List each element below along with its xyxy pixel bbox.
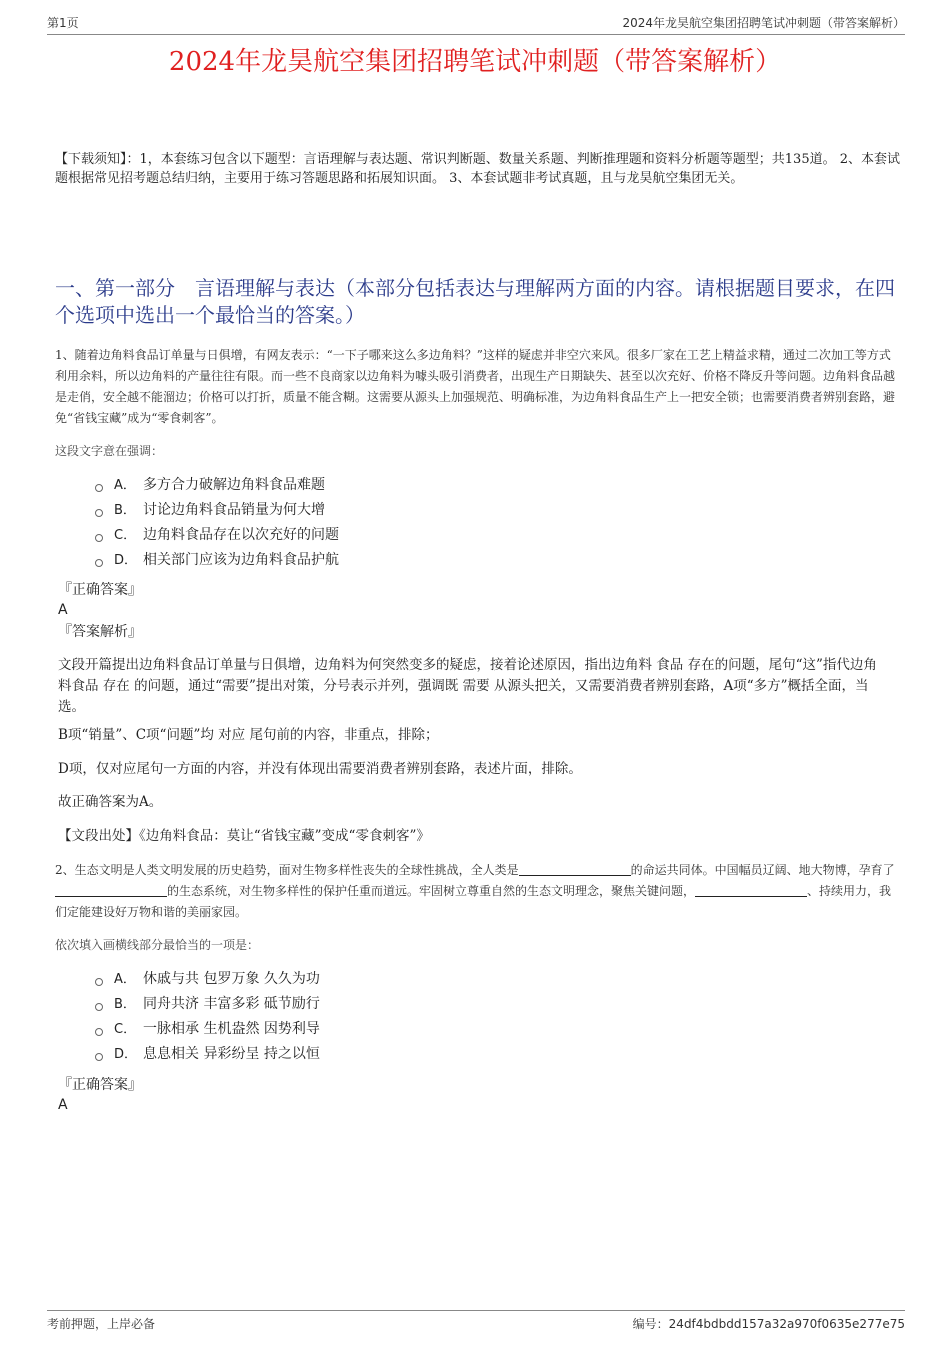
- download-notice: 【下载须知】：1，本套练习包含以下题型：言语理解与表达题、常识判断题、数量关系题、判断推理题和资料分析题等题型；共135道。 2、本套试题根据常见招考题总结归纳，主要用于练习答题思路和拓展知识面。 3、本套试题非考试真题，且与龙昊航空集团无关。: [55, 152, 900, 186]
- question-1-analysis-bc: B项“销量”、C项“问题”均 对应 尾句前的内容，非重点，排除；: [58, 727, 439, 743]
- footer-serial: 编号：24df4bdbdd157a32a970f0635e277e75: [632, 1317, 905, 1331]
- fill-blank-2: [55, 882, 167, 897]
- question-1-answer-label: 『正确答案』: [58, 582, 142, 598]
- footer-slogan: 考前押题，上岸必备: [47, 1317, 156, 1331]
- question-1-source: 【文段出处】《边角料食品：莫让“省钱宝藏”变成“零食刺客”》: [58, 828, 430, 844]
- question-1-answer: A: [58, 602, 68, 618]
- question-1-text: 1、随着边角料食品订单量与日俱增，有网友表示：“一下子哪来这么多边角料？”这样的疑虑并非空穴来风。很多厂家在工艺上精益求精，通过二次加工等方式利用余料，所以边角料的产量往往有限。而一些不良商家以边角料为噱头吸引消费者，出现生产日期缺失、甚至以次充好、价格不降反升等问题。边角料食品越是走俏，安全越不能溜边；价格可以打折，质量不能含糊。这需要从源头上加强规范、明确标准，为边角料食品生产上一把安全锁；也需要消费者辨别套路，避免“省钱宝藏”成为“零食刺客”。: [55, 348, 896, 425]
- question-2-prompt: 依次填入画横线部分最恰当的一项是：: [55, 938, 260, 952]
- radio-icon[interactable]: [95, 484, 103, 492]
- page-footer: [47, 1310, 905, 1335]
- question-2-answer: A: [58, 1097, 68, 1113]
- page-title: 2024年龙昊航空集团招聘笔试冲刺题（带答案解析）: [168, 47, 782, 77]
- question-2-option-d[interactable]: D． 息息相关 异彩纷呈 持之以恒: [95, 1042, 320, 1067]
- section-heading: 一、第一部分 言语理解与表达（本部分包括表达与理解两方面的内容。请根据题目要求，在四个选项中选出一个最恰当的答案。）: [55, 276, 895, 327]
- question-2-options: [95, 967, 320, 1067]
- question-2-answer-label: 『正确答案』: [58, 1077, 142, 1093]
- page-number: 第1页: [47, 16, 79, 30]
- question-2-option-a[interactable]: A． 休戚与共 包罗万象 久久为功: [95, 967, 320, 992]
- radio-icon[interactable]: [95, 559, 103, 567]
- question-1-option-c[interactable]: C． 边角料食品存在以次充好的问题: [95, 523, 339, 548]
- question-1-analysis-d: D项，仅对应尾句一方面的内容，并没有体现出需要消费者辨别套路，表述片面，排除。: [58, 761, 582, 777]
- header-doc-title: 2024年龙昊航空集团招聘笔试冲刺题（带答案解析）: [622, 16, 905, 30]
- question-1-analysis-main: 文段开篇提出边角料食品订单量与日俱增，边角料为何突然变多的疑虑，接着论述原因，指出边角料 食品 存在的问题，尾句“这”指代边角料食品 存在 的问题，通过“需要”提出对策，分号表示并列，强调既 需要 从源头把关，又需要消费者辨别套路，A项“多方”概括全面，当选。: [58, 657, 877, 715]
- radio-icon[interactable]: [95, 1003, 103, 1011]
- radio-icon[interactable]: [95, 1028, 103, 1036]
- question-1-conclusion: 故正确答案为A。: [58, 794, 163, 810]
- fill-blank-3: [695, 882, 807, 897]
- question-1-option-b[interactable]: B． 讨论边角料食品销量为何大增: [95, 498, 339, 523]
- radio-icon[interactable]: [95, 1053, 103, 1061]
- page-header: [47, 14, 905, 35]
- radio-icon[interactable]: [95, 978, 103, 986]
- question-1-options: [95, 473, 339, 573]
- question-2-option-b[interactable]: B． 同舟共济 丰富多彩 砥节励行: [95, 992, 320, 1017]
- question-1-analysis-label: 『答案解析』: [58, 624, 142, 640]
- question-2-text: 2、生态文明是人类文明发展的历史趋势，面对生物多样性丧失的全球性挑战，全人类是 的命运共同体。中国幅员辽阔、地大物博，孕育了的生态系统，对生物多样性的保护任重而道远。牢固树立尊重自然的生态文明理念，聚焦关键问题， 、持续用力，我们定能建设好万物和谐的美丽家园。: [55, 863, 895, 919]
- radio-icon[interactable]: [95, 534, 103, 542]
- question-1-option-a[interactable]: A． 多方合力破解边角料食品难题: [95, 473, 339, 498]
- question-1-option-d[interactable]: D． 相关部门应该为边角料食品护航: [95, 548, 339, 573]
- question-1-prompt: 这段文字意在强调：: [55, 444, 164, 458]
- fill-blank-1: [519, 861, 631, 876]
- radio-icon[interactable]: [95, 509, 103, 517]
- question-2-option-c[interactable]: C． 一脉相承 生机盎然 因势利导: [95, 1017, 320, 1042]
